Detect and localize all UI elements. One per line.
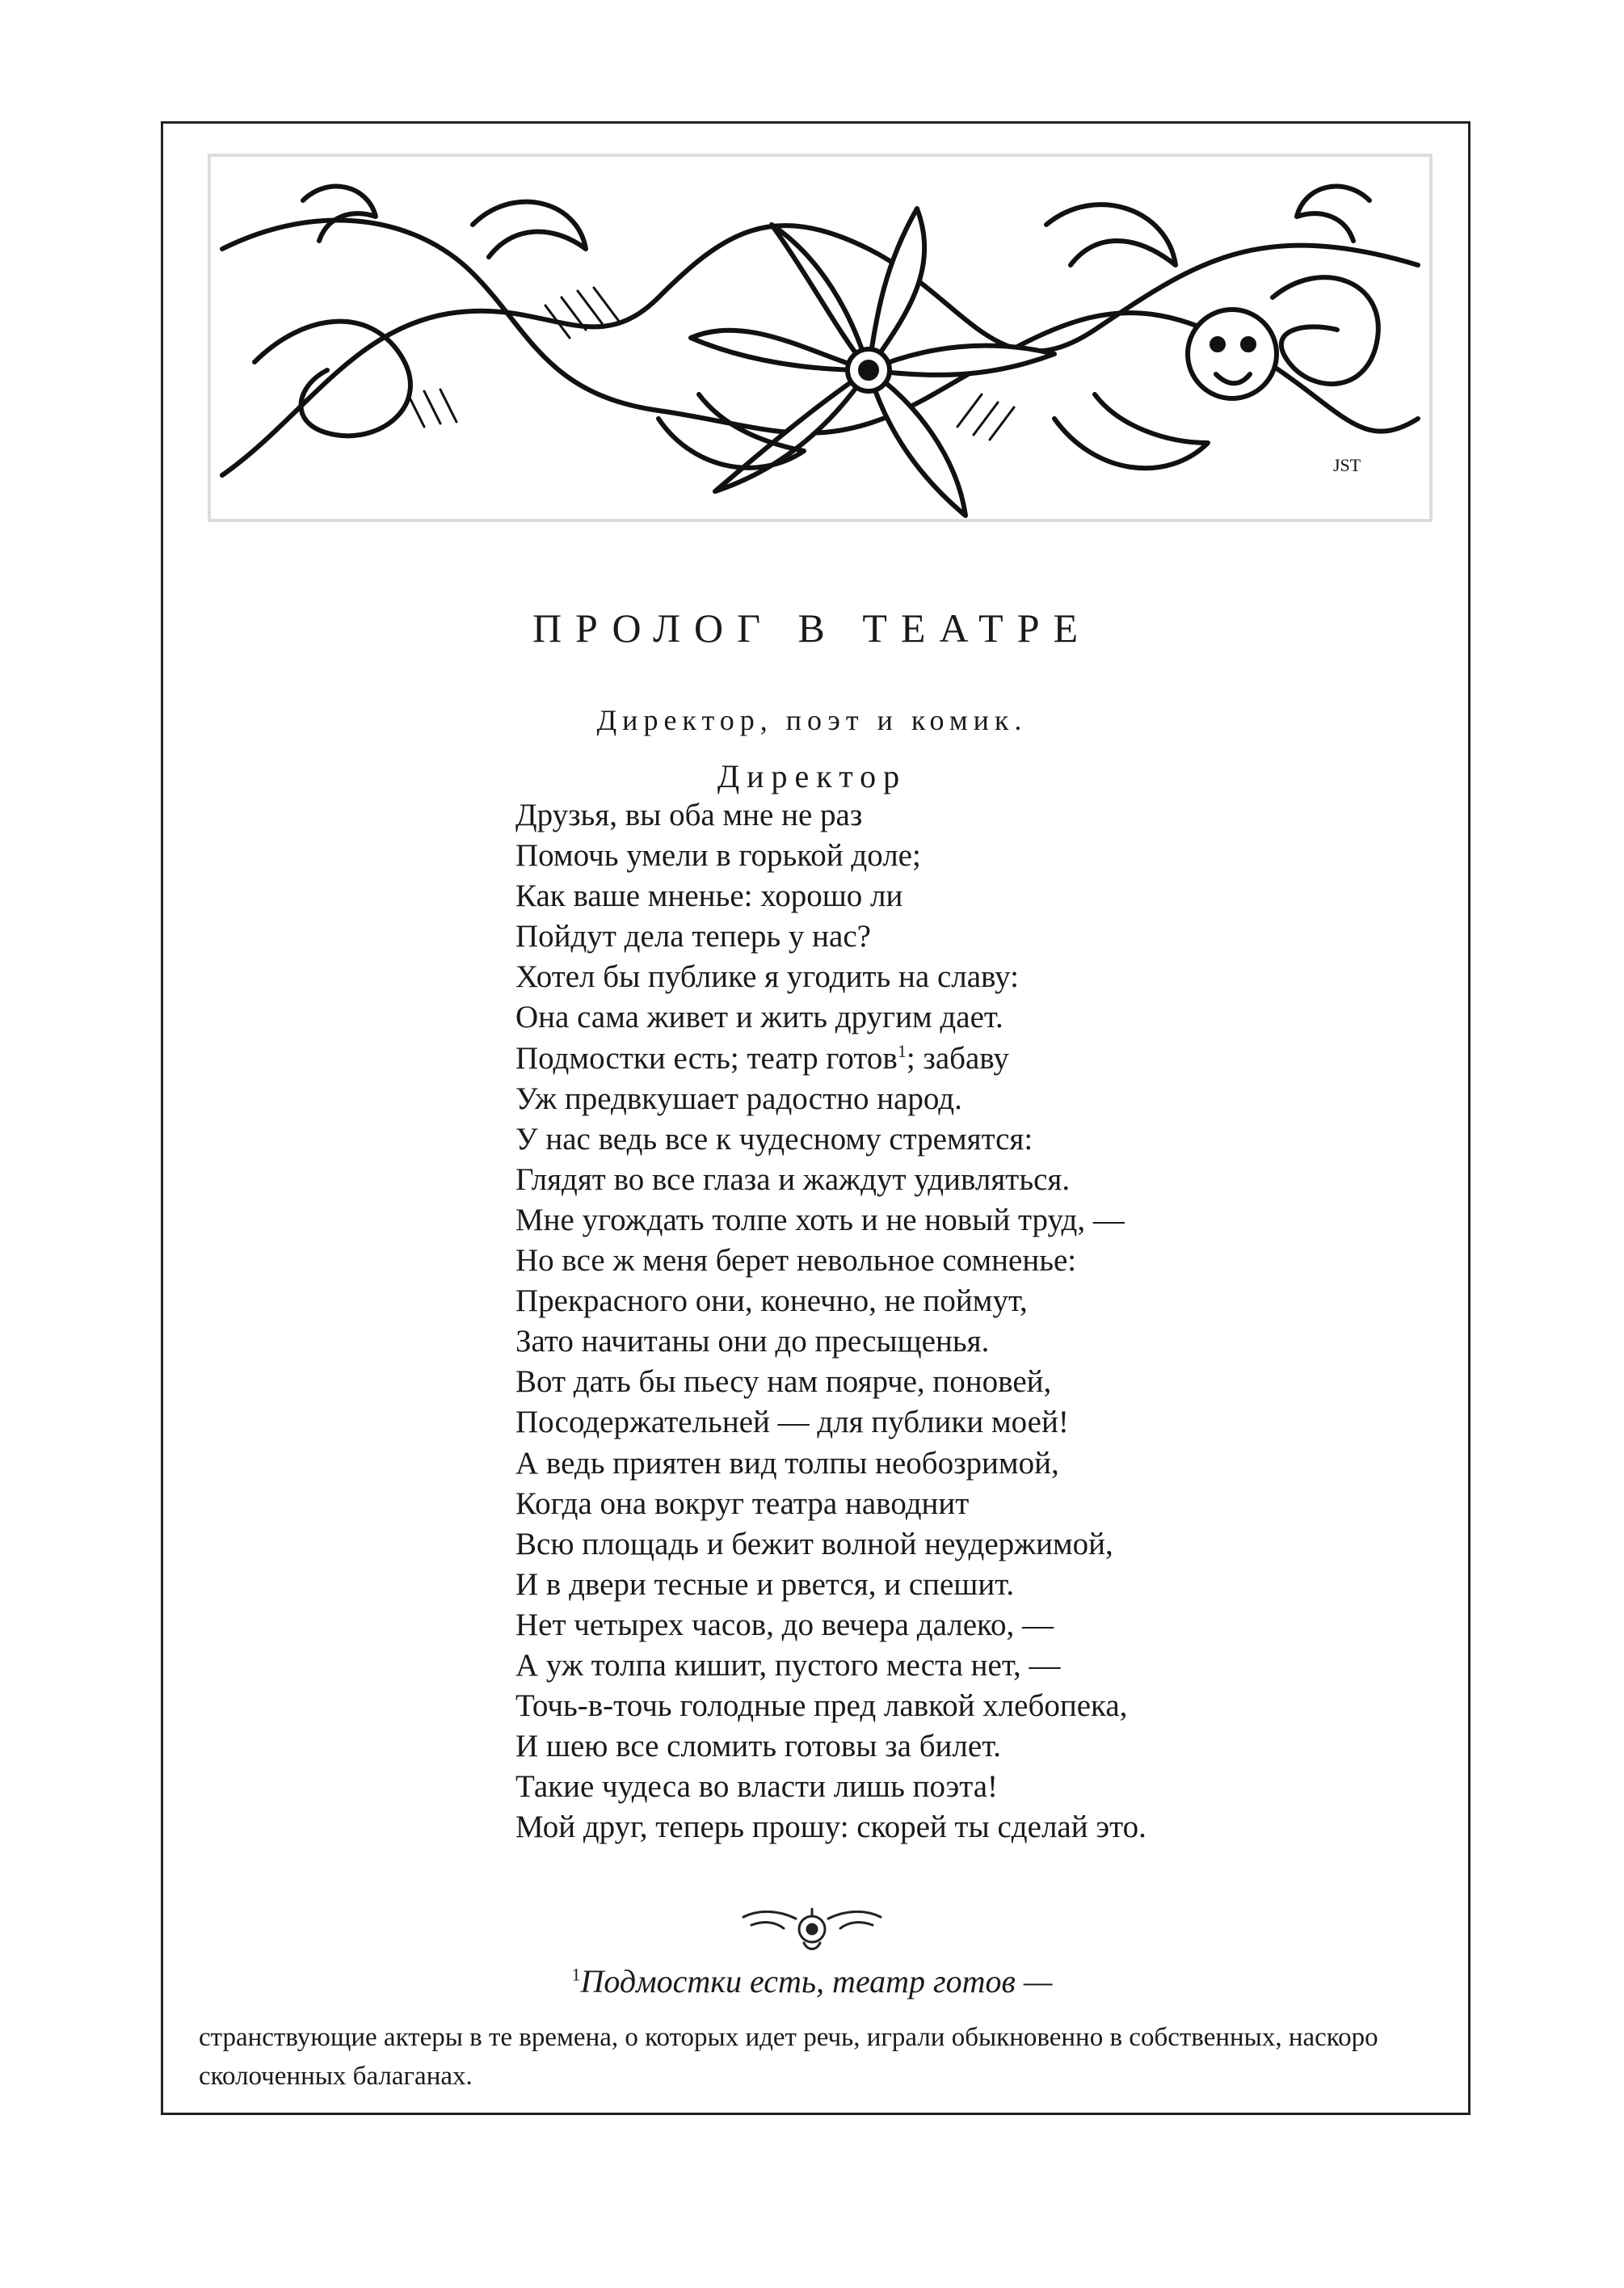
verse-line: Хотел бы публике я угодить на славу: [515,959,1019,995]
verse-line: Уж предвкушает радостно народ. [515,1081,962,1116]
verse-line: Прекрасного они, конечно, не поймут, [515,1283,1028,1319]
speaker-name: Директор [717,758,907,794]
footnote-text: странствующие актеры в те времена, о которых идет речь, играли обыкновенно в собственных, наскоро сколоченных балаганах. [199,2023,1378,2091]
page-title: ПРОЛОГ В ТЕАТРЕ [532,605,1092,651]
verse-line: Но все ж меня берет невольное сомненье: [515,1243,1077,1279]
verse-line: Пойдут дела теперь у нас? [515,919,871,954]
cast-list: Директор, поэт и комик. [596,704,1028,736]
verse-line: Помочь умели в горькой доле; [515,838,921,874]
fleuron-ornament [735,1893,889,1957]
verse-line: Зато начитаны они до пресыщенья. [515,1324,990,1359]
verse-line: Всю площадь и бежит волной неудержимой, [515,1526,1113,1561]
verse-line: Нет четырех часов, до вечера далеко, — [515,1607,1054,1642]
monogram-jst: JST [1333,455,1361,475]
verse-line: Как ваше мненье: хорошо ли [515,879,903,914]
footnote-heading [0,1962,1624,2000]
verse-line: Точь-в-точь голодные пред лавкой хлебопека, [515,1688,1128,1724]
verse-line [515,1039,1146,1079]
verse-line: Друзья, вы оба мне не раз [515,798,863,832]
verse-line: И в двери тесные и рвется, и спешит. [515,1566,1015,1602]
footnote-number: 1 [571,1964,581,1985]
verse-line: А ведь приятен вид толпы необозримой, [515,1445,1059,1481]
footnote-marker[interactable]: 1 [897,1040,907,1061]
verse-line: У нас ведь все к чудесному стремятся: [515,1121,1033,1157]
verse-line: Мой друг, теперь прошу: скорей ты сделай это. [515,1810,1146,1845]
verse-line: Когда она вокруг театра наводнит [515,1485,970,1521]
verse-line-text: ; забаву [906,1040,1009,1076]
verse-block [515,795,1146,1848]
verse-line-text: Подмостки есть; театр готов [515,1040,898,1076]
verse-line: Посодержательней — для публики моей! [515,1405,1069,1440]
foliage-headpiece-ornament [206,152,1434,524]
verse-line: Она сама живет и жить другим дает. [515,1000,1003,1035]
verse-line: А уж толпа кишит, пустого места нет, — [515,1647,1061,1683]
verse-line: И шею все сломить готовы за билет. [515,1729,1002,1764]
verse-line: Вот дать бы пьесу нам поярче, поновей, [515,1364,1052,1400]
verse-line: Глядят во все глаза и жаждут удивляться. [515,1161,1071,1197]
verse-line: Мне угождать толпе хоть и не новый труд, — [515,1202,1125,1237]
footnote-heading-text: Подмостки есть, театр готов — [580,1963,1053,1999]
verse-line: Такие чудеса во власти лишь поэта! [515,1769,999,1805]
